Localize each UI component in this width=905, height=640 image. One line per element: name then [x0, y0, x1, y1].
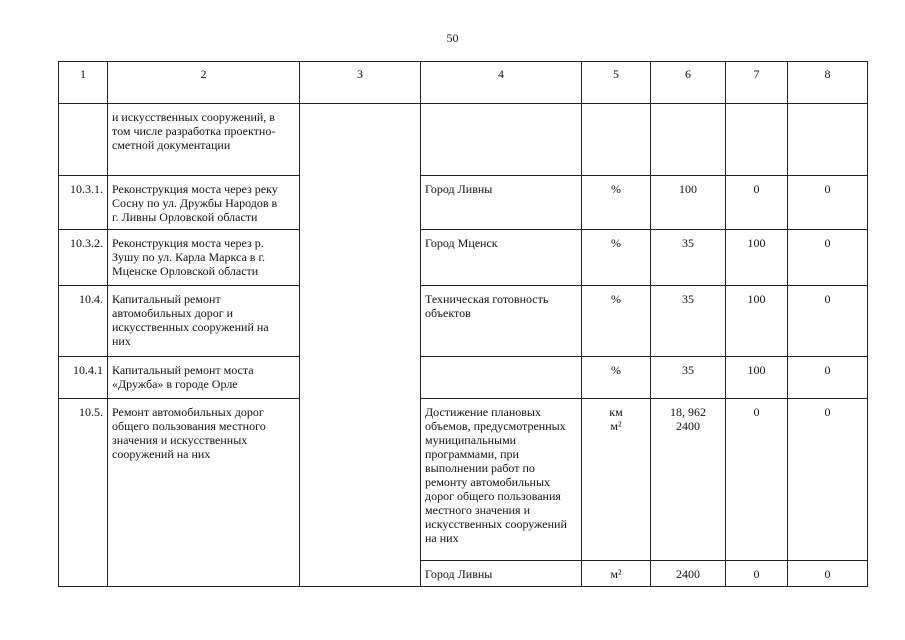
- row-value-6: [651, 104, 726, 176]
- row-value-8: [788, 104, 868, 176]
- row-value-7: 0: [726, 176, 788, 230]
- row-value-7: 100: [726, 286, 788, 357]
- row-unit: %: [582, 357, 651, 399]
- row-indicator: Техническая готовность объектов: [421, 286, 582, 357]
- header-cell: 6: [651, 62, 726, 104]
- row-value-6: 35: [651, 286, 726, 357]
- header-cell: 1: [59, 62, 108, 104]
- row-unit: %: [582, 286, 651, 357]
- row-value-6: 2400: [651, 561, 726, 587]
- row-number: [59, 104, 108, 176]
- row-unit: %: [582, 230, 651, 286]
- row-indicator: [421, 104, 582, 176]
- row-name: Капитальный ремонт моста «Дружба» в городе Орле: [108, 357, 300, 399]
- row-unit: %: [582, 176, 651, 230]
- header-cell: 2: [108, 62, 300, 104]
- row-unit: [582, 104, 651, 176]
- row-indicator: [421, 357, 582, 399]
- row-value-8: 0: [788, 176, 868, 230]
- row-value-8: 0: [788, 561, 868, 587]
- row-indicator: Достижение плановых объемов, предусмотренных муниципальными программами, при выполнении работ по ремонту автомобильных дорог общего пользования местного значения и искусственных сооружений на них: [421, 399, 582, 561]
- row-number: 10.4.: [59, 286, 108, 357]
- row-name: и искусственных сооружений, в том числе разработка проектно- сметной документации: [108, 104, 300, 176]
- row-value-6: 35: [651, 357, 726, 399]
- row-name: Капитальный ремонт автомобильных дорог и искусственных сооружений на них: [108, 286, 300, 357]
- row-value-6: 100: [651, 176, 726, 230]
- header-cell: 4: [421, 62, 582, 104]
- row-value-7: 0: [726, 561, 788, 587]
- table-row: [59, 230, 868, 286]
- table-row: [59, 104, 868, 176]
- header-cell: 8: [788, 62, 868, 104]
- row-indicator: Город Ливны: [421, 561, 582, 587]
- header-cell: 3: [300, 62, 421, 104]
- row-value-8: 0: [788, 357, 868, 399]
- row-value-7: 100: [726, 357, 788, 399]
- table-row: [59, 399, 868, 561]
- data-table: [58, 61, 868, 587]
- table-row: [59, 286, 868, 357]
- row-value-7: 100: [726, 230, 788, 286]
- row-unit: м²: [582, 561, 651, 587]
- row-value-8: 0: [788, 286, 868, 357]
- row-value-6: 18, 962 2400: [651, 399, 726, 561]
- table-row: [59, 357, 868, 399]
- row-value-8: 0: [788, 399, 868, 561]
- table-row: [59, 176, 868, 230]
- row-number: 10.3.1.: [59, 176, 108, 230]
- row-value-7: 0: [726, 399, 788, 561]
- header-cell: 7: [726, 62, 788, 104]
- row-number: 10.3.2.: [59, 230, 108, 286]
- row-number: 10.4.1: [59, 357, 108, 399]
- row-name: Реконструкция моста через реку Сосну по ул. Дружбы Народов в г. Ливны Орловской области: [108, 176, 300, 230]
- header-row: [59, 62, 868, 104]
- header-cell: 5: [582, 62, 651, 104]
- row-number: 10.5.: [59, 399, 108, 587]
- row-indicator: Город Ливны: [421, 176, 582, 230]
- row-value-6: 35: [651, 230, 726, 286]
- page-number: 50: [446, 31, 459, 45]
- column-3-merged-cell: [300, 104, 421, 587]
- row-unit: км м²: [582, 399, 651, 561]
- row-name: Ремонт автомобильных дорог общего пользования местного значения и искусственных сооружений на них: [108, 399, 300, 587]
- row-value-7: [726, 104, 788, 176]
- row-value-8: 0: [788, 230, 868, 286]
- row-indicator: Город Мценск: [421, 230, 582, 286]
- row-name: Реконструкция моста через р. Зушу по ул. Карла Маркса в г. Мценске Орловской области: [108, 230, 300, 286]
